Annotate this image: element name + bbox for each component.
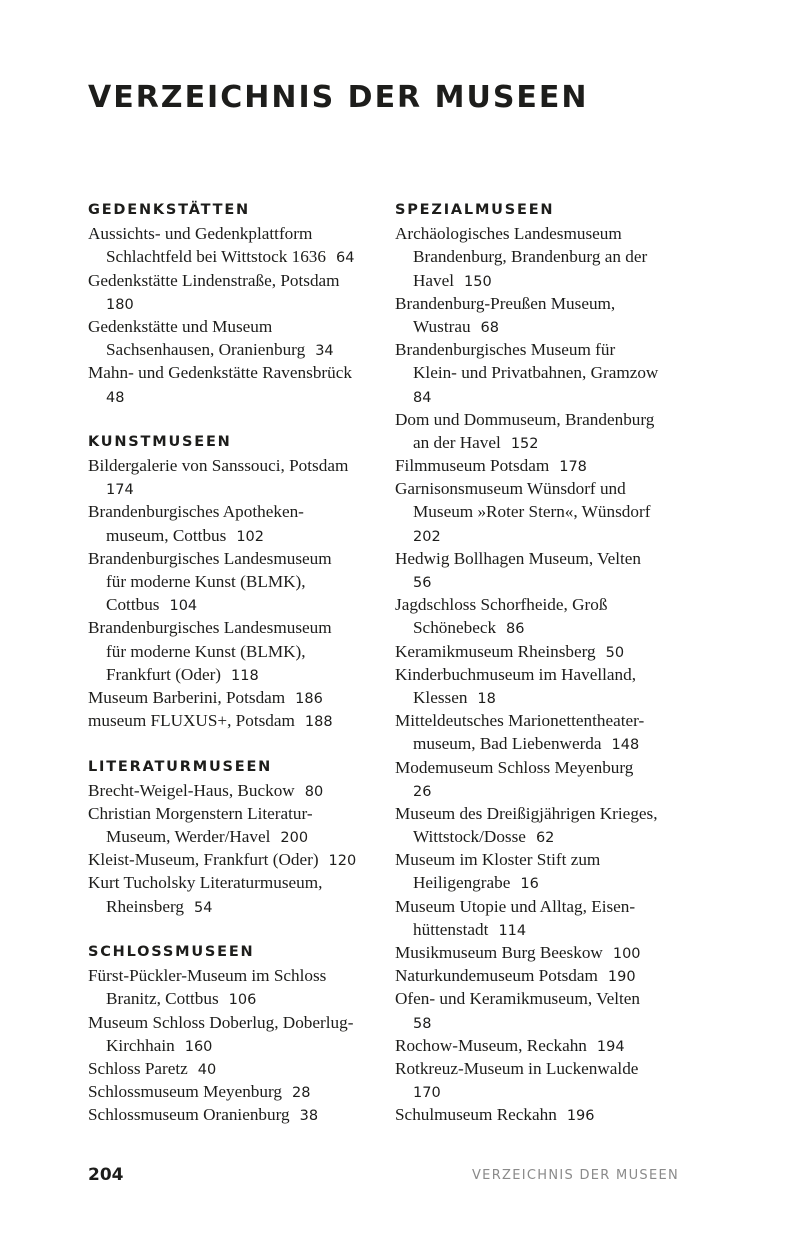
index-entry (395, 477, 658, 547)
entry-line (395, 1011, 658, 1034)
index-entry (88, 848, 356, 871)
entry-line (395, 1034, 658, 1057)
index-column-right (395, 199, 658, 1150)
entry-text: Jagdschloss Schorfheide, Groß (395, 595, 608, 615)
page-reference: 26 (413, 783, 432, 800)
page-reference: 120 (328, 853, 357, 870)
entry-line (88, 454, 356, 477)
index-entry (395, 1057, 658, 1103)
entry-line (88, 570, 356, 593)
entry-line (395, 292, 658, 315)
entry-text: Kinderbuchmuseum im Havelland, (395, 664, 637, 684)
entry-line (395, 918, 658, 941)
index-entry (395, 964, 658, 987)
entry-text: Rotkreuz-Museum in Luckenwalde (395, 1058, 639, 1078)
entry-text: Cottbus (106, 595, 160, 615)
page-number: 204 (88, 1165, 124, 1185)
entry-line (88, 1011, 356, 1034)
entry-line (395, 1080, 658, 1103)
index-entry (395, 338, 658, 408)
index-entry (395, 222, 658, 292)
page-reference: 196 (566, 1108, 595, 1125)
page-reference: 34 (315, 343, 334, 360)
entry-line (88, 477, 356, 500)
page-reference: 80 (304, 783, 324, 800)
index-entry (88, 1080, 356, 1103)
entry-text: Kirchhain (106, 1035, 175, 1055)
entry-text: Museum Barberini, Potsdam (88, 687, 286, 707)
entry-line (395, 315, 658, 338)
entry-line (395, 454, 658, 477)
entry-line (88, 709, 356, 732)
entry-text: Archäologisches Landesmuseum (395, 224, 622, 244)
entry-line (88, 779, 356, 802)
index-entry (395, 1103, 658, 1126)
entry-line (395, 245, 658, 268)
entry-text: hüttenstadt (413, 919, 489, 939)
page-reference: 102 (236, 528, 265, 545)
entry-line (395, 895, 658, 918)
entry-text: Klein- und Privatbahnen, Gramzow (413, 363, 659, 383)
index-entry (88, 315, 356, 361)
entry-text: Brandenburg-Preußen Museum, (395, 293, 616, 313)
entry-line (395, 709, 658, 732)
index-entry (395, 408, 658, 454)
entry-text: Musikmuseum Burg Beeskow (395, 943, 603, 962)
entry-text: Branitz, Cottbus (106, 989, 219, 1009)
entry-line (395, 987, 658, 1010)
entry-line (395, 756, 658, 779)
entry-line (395, 408, 658, 431)
entry-text: für moderne Kunst (BLMK), (106, 641, 306, 661)
index-entry (88, 222, 356, 268)
page-reference: 180 (106, 296, 134, 313)
entry-text: Gedenkstätte Lindenstraße, Potsdam (88, 270, 340, 290)
index-entry (88, 779, 356, 802)
entry-text: an der Havel (413, 432, 501, 452)
entry-text: Rochow-Museum, Reckahn (395, 1035, 587, 1055)
entry-text: Brandenburgisches Museum für (395, 340, 616, 360)
entry-text: Schlossmuseum Oranienburg (88, 1105, 290, 1125)
entry-line (395, 338, 658, 361)
index-entry (88, 1103, 356, 1126)
index-entry (88, 964, 356, 1010)
entry-line (88, 616, 356, 639)
entry-text: Schulmuseum Reckahn (395, 1105, 557, 1125)
section-heading: SPEZIALMUSEEN (395, 202, 555, 218)
entry-line (88, 245, 356, 268)
index-entry (395, 709, 658, 755)
entry-text: Brandenburg, Brandenburg an der (413, 247, 648, 267)
entry-text: museum, Bad Liebenwerda (413, 734, 602, 754)
entry-line (88, 895, 356, 918)
page-reference: 190 (607, 969, 636, 986)
entry-text: Kurt Tucholsky Literaturmuseum, (88, 873, 323, 893)
entry-text: Modemuseum Schloss Meyenburg (395, 757, 634, 777)
page-reference: 68 (480, 319, 499, 336)
entry-text: Museum des Dreißigjährigen Krieges, (395, 803, 658, 823)
index-entry (395, 848, 658, 894)
section-heading: LITERATURMUSEEN (88, 758, 273, 775)
page-reference: 18 (477, 690, 496, 707)
entry-line (395, 524, 658, 547)
page-reference: 104 (169, 598, 198, 615)
entry-text: Frankfurt (Oder) (106, 664, 222, 684)
entry-line (88, 663, 356, 686)
index-entry (395, 547, 658, 593)
entry-line (88, 385, 356, 408)
page-reference: 56 (413, 575, 432, 591)
page-reference: 62 (535, 830, 555, 847)
entry-text: Rheinsberg (106, 896, 184, 916)
entry-line (88, 686, 356, 709)
page-title: VERZEICHNIS DER MUSEEN (88, 80, 589, 115)
page-reference: 40 (197, 1061, 217, 1078)
entry-line (395, 732, 658, 755)
entry-line (88, 1080, 356, 1103)
entry-line (395, 663, 658, 686)
index-section (395, 199, 658, 1127)
entry-text: Ofen- und Keramikmuseum, Velten (395, 989, 641, 1009)
section-heading: SCHLOSSMUSEEN (88, 944, 255, 960)
entry-line (88, 500, 356, 523)
index-column-left (88, 199, 356, 1150)
index-entry (88, 1057, 356, 1080)
page-reference: 152 (510, 435, 539, 452)
index-entry (88, 547, 356, 617)
entry-line (395, 361, 658, 384)
entry-text: Fürst-Pückler-Museum im Schloss (88, 966, 327, 986)
index-entry (395, 593, 658, 639)
entry-text: Naturkundemuseum Potsdam (395, 966, 598, 986)
entry-line (395, 616, 658, 639)
entry-text: Aussichts- und Gedenkplattform (88, 224, 313, 244)
entry-text: Hedwig Bollhagen Museum, Velten (395, 548, 642, 568)
index-entry (395, 292, 658, 338)
entry-line (88, 338, 356, 361)
entry-text: Gedenkstätte und Museum (88, 316, 273, 336)
entry-line (88, 269, 356, 292)
index-entry (395, 663, 658, 709)
index-section (88, 756, 356, 918)
page-reference: 28 (292, 1085, 311, 1102)
entry-text: Heiligengrabe (413, 873, 511, 893)
entry-line (395, 825, 658, 848)
entry-line (395, 848, 658, 871)
entry-text: Mitteldeutsches Marionettentheater- (395, 711, 645, 731)
entry-text: Museum im Kloster Stift zum (395, 850, 601, 870)
entry-line (88, 825, 356, 848)
page-reference: 200 (280, 830, 309, 847)
entry-line (395, 222, 658, 245)
index-entry (88, 454, 356, 500)
entry-line (395, 547, 658, 570)
page-reference: 16 (520, 876, 539, 893)
entry-text: für moderne Kunst (BLMK), (106, 572, 306, 591)
page-reference: 148 (611, 737, 640, 754)
entry-text: Bildergalerie von Sanssouci, Potsdam (88, 456, 349, 476)
entry-line (395, 802, 658, 825)
entry-text: Museum, Werder/Havel (106, 827, 271, 847)
entry-text: Brandenburgisches Landesmuseum (88, 548, 332, 568)
index-section (88, 199, 356, 408)
page-reference: 170 (413, 1085, 441, 1102)
page-reference: 48 (106, 389, 125, 406)
entry-line (88, 987, 356, 1010)
entry-line (395, 871, 658, 894)
entry-line (88, 1103, 356, 1126)
entry-text: Klessen (413, 687, 468, 707)
index-entry (395, 802, 658, 848)
running-title: VERZEICHNIS DER MUSEEN (471, 1168, 679, 1183)
page-reference: 194 (596, 1038, 625, 1055)
page-reference: 106 (228, 992, 257, 1009)
page-reference: 86 (506, 621, 525, 638)
entry-line (395, 500, 658, 523)
entry-text: Schlossmuseum Meyenburg (88, 1082, 282, 1102)
entry-line (88, 1057, 356, 1080)
entry-line (395, 269, 658, 292)
index-entry (395, 640, 658, 663)
entry-line (395, 779, 658, 802)
entry-text: Brandenburgisches Apotheken- (88, 502, 304, 522)
page-reference: 150 (464, 273, 492, 290)
page-reference: 188 (304, 714, 333, 731)
entry-text: Keramikmuseum Rheinsberg (395, 641, 596, 661)
entry-line (88, 1034, 356, 1057)
index-entry (88, 686, 356, 709)
index-entry (88, 802, 356, 848)
page-reference: 174 (106, 482, 134, 499)
page-reference: 178 (559, 459, 587, 476)
entry-line (88, 315, 356, 338)
entry-text: museum, Cottbus (106, 525, 227, 545)
entry-text: Havel (413, 270, 455, 290)
index-entry (88, 1011, 356, 1057)
entry-text: Wustrau (413, 316, 471, 336)
entry-text: Brandenburgisches Landesmuseum (88, 618, 332, 638)
page-reference: 38 (299, 1108, 319, 1125)
entry-line (88, 547, 356, 570)
entry-line (88, 222, 356, 245)
index-entry (88, 361, 356, 407)
entry-text: Christian Morgenstern Literatur- (88, 803, 313, 823)
index-entry (88, 871, 356, 917)
index-entry (395, 941, 658, 964)
entry-text: Museum Utopie und Alltag, Eisen- (395, 896, 636, 916)
entry-line (88, 292, 356, 315)
entry-text: Schlachtfeld bei Wittstock 1636 (106, 247, 326, 267)
page-reference: 118 (231, 667, 259, 684)
index-entry (395, 756, 658, 802)
page-reference: 186 (295, 690, 323, 707)
index-entry (395, 987, 658, 1033)
index-entry (88, 500, 356, 546)
entry-line (395, 1057, 658, 1080)
entry-line (395, 964, 658, 987)
section-heading: KUNSTMUSEEN (88, 433, 232, 450)
page-reference: 50 (605, 644, 625, 661)
index-entry (88, 269, 356, 315)
entry-text: museum FLUXUS+, Potsdam (88, 711, 295, 731)
page-reference: 100 (612, 946, 641, 962)
entry-line (395, 477, 658, 500)
entry-text: Brecht-Weigel-Haus, Buckow (88, 780, 295, 800)
entry-line (395, 431, 658, 454)
entry-line (395, 686, 658, 709)
entry-line (88, 640, 356, 663)
index-section (88, 941, 356, 1127)
page-reference: 160 (184, 1038, 213, 1055)
index-entry (88, 616, 356, 686)
index-entry (88, 709, 356, 732)
entry-line (88, 802, 356, 825)
entry-line (88, 871, 356, 894)
page-reference: 64 (336, 250, 355, 267)
entry-text: Schönebeck (413, 618, 497, 638)
entry-text: Filmmuseum Potsdam (395, 456, 550, 476)
entry-text: Garnisonsmuseum Wünsdorf und (395, 479, 626, 499)
index-section (88, 431, 356, 732)
entry-text: Sachsenhausen, Oranienburg (106, 340, 306, 360)
page-reference: 54 (193, 899, 213, 916)
page-reference: 202 (413, 528, 441, 545)
entry-text: Mahn- und Gedenkstätte Ravensbrück (88, 363, 352, 383)
index-entry (395, 895, 658, 941)
entry-line (88, 964, 356, 987)
section-heading: GEDENKSTÄTTEN (88, 202, 250, 218)
page-reference: 84 (413, 389, 432, 406)
entry-text: Museum »Roter Stern«, Wünsdorf (413, 502, 651, 522)
entry-line (395, 941, 658, 964)
entry-line (395, 385, 658, 408)
entry-line (395, 1103, 658, 1126)
entry-line (88, 848, 356, 871)
entry-line (395, 570, 658, 593)
index-entry (395, 454, 658, 477)
page-reference: 114 (498, 922, 527, 939)
index-entry (395, 1034, 658, 1057)
entry-line (395, 640, 658, 663)
entry-text: Schloss Paretz (88, 1058, 188, 1078)
page-reference: 58 (413, 1015, 432, 1032)
entry-line (88, 593, 356, 616)
entry-line (88, 524, 356, 547)
entry-text: Dom und Dommuseum, Brandenburg (395, 409, 655, 429)
entry-text: Wittstock/Dosse (413, 827, 526, 847)
entry-text: Kleist-Museum, Frankfurt (Oder) (88, 850, 319, 870)
entry-line (395, 593, 658, 616)
entry-text: Museum Schloss Doberlug, Doberlug- (88, 1012, 354, 1032)
entry-line (88, 361, 356, 384)
